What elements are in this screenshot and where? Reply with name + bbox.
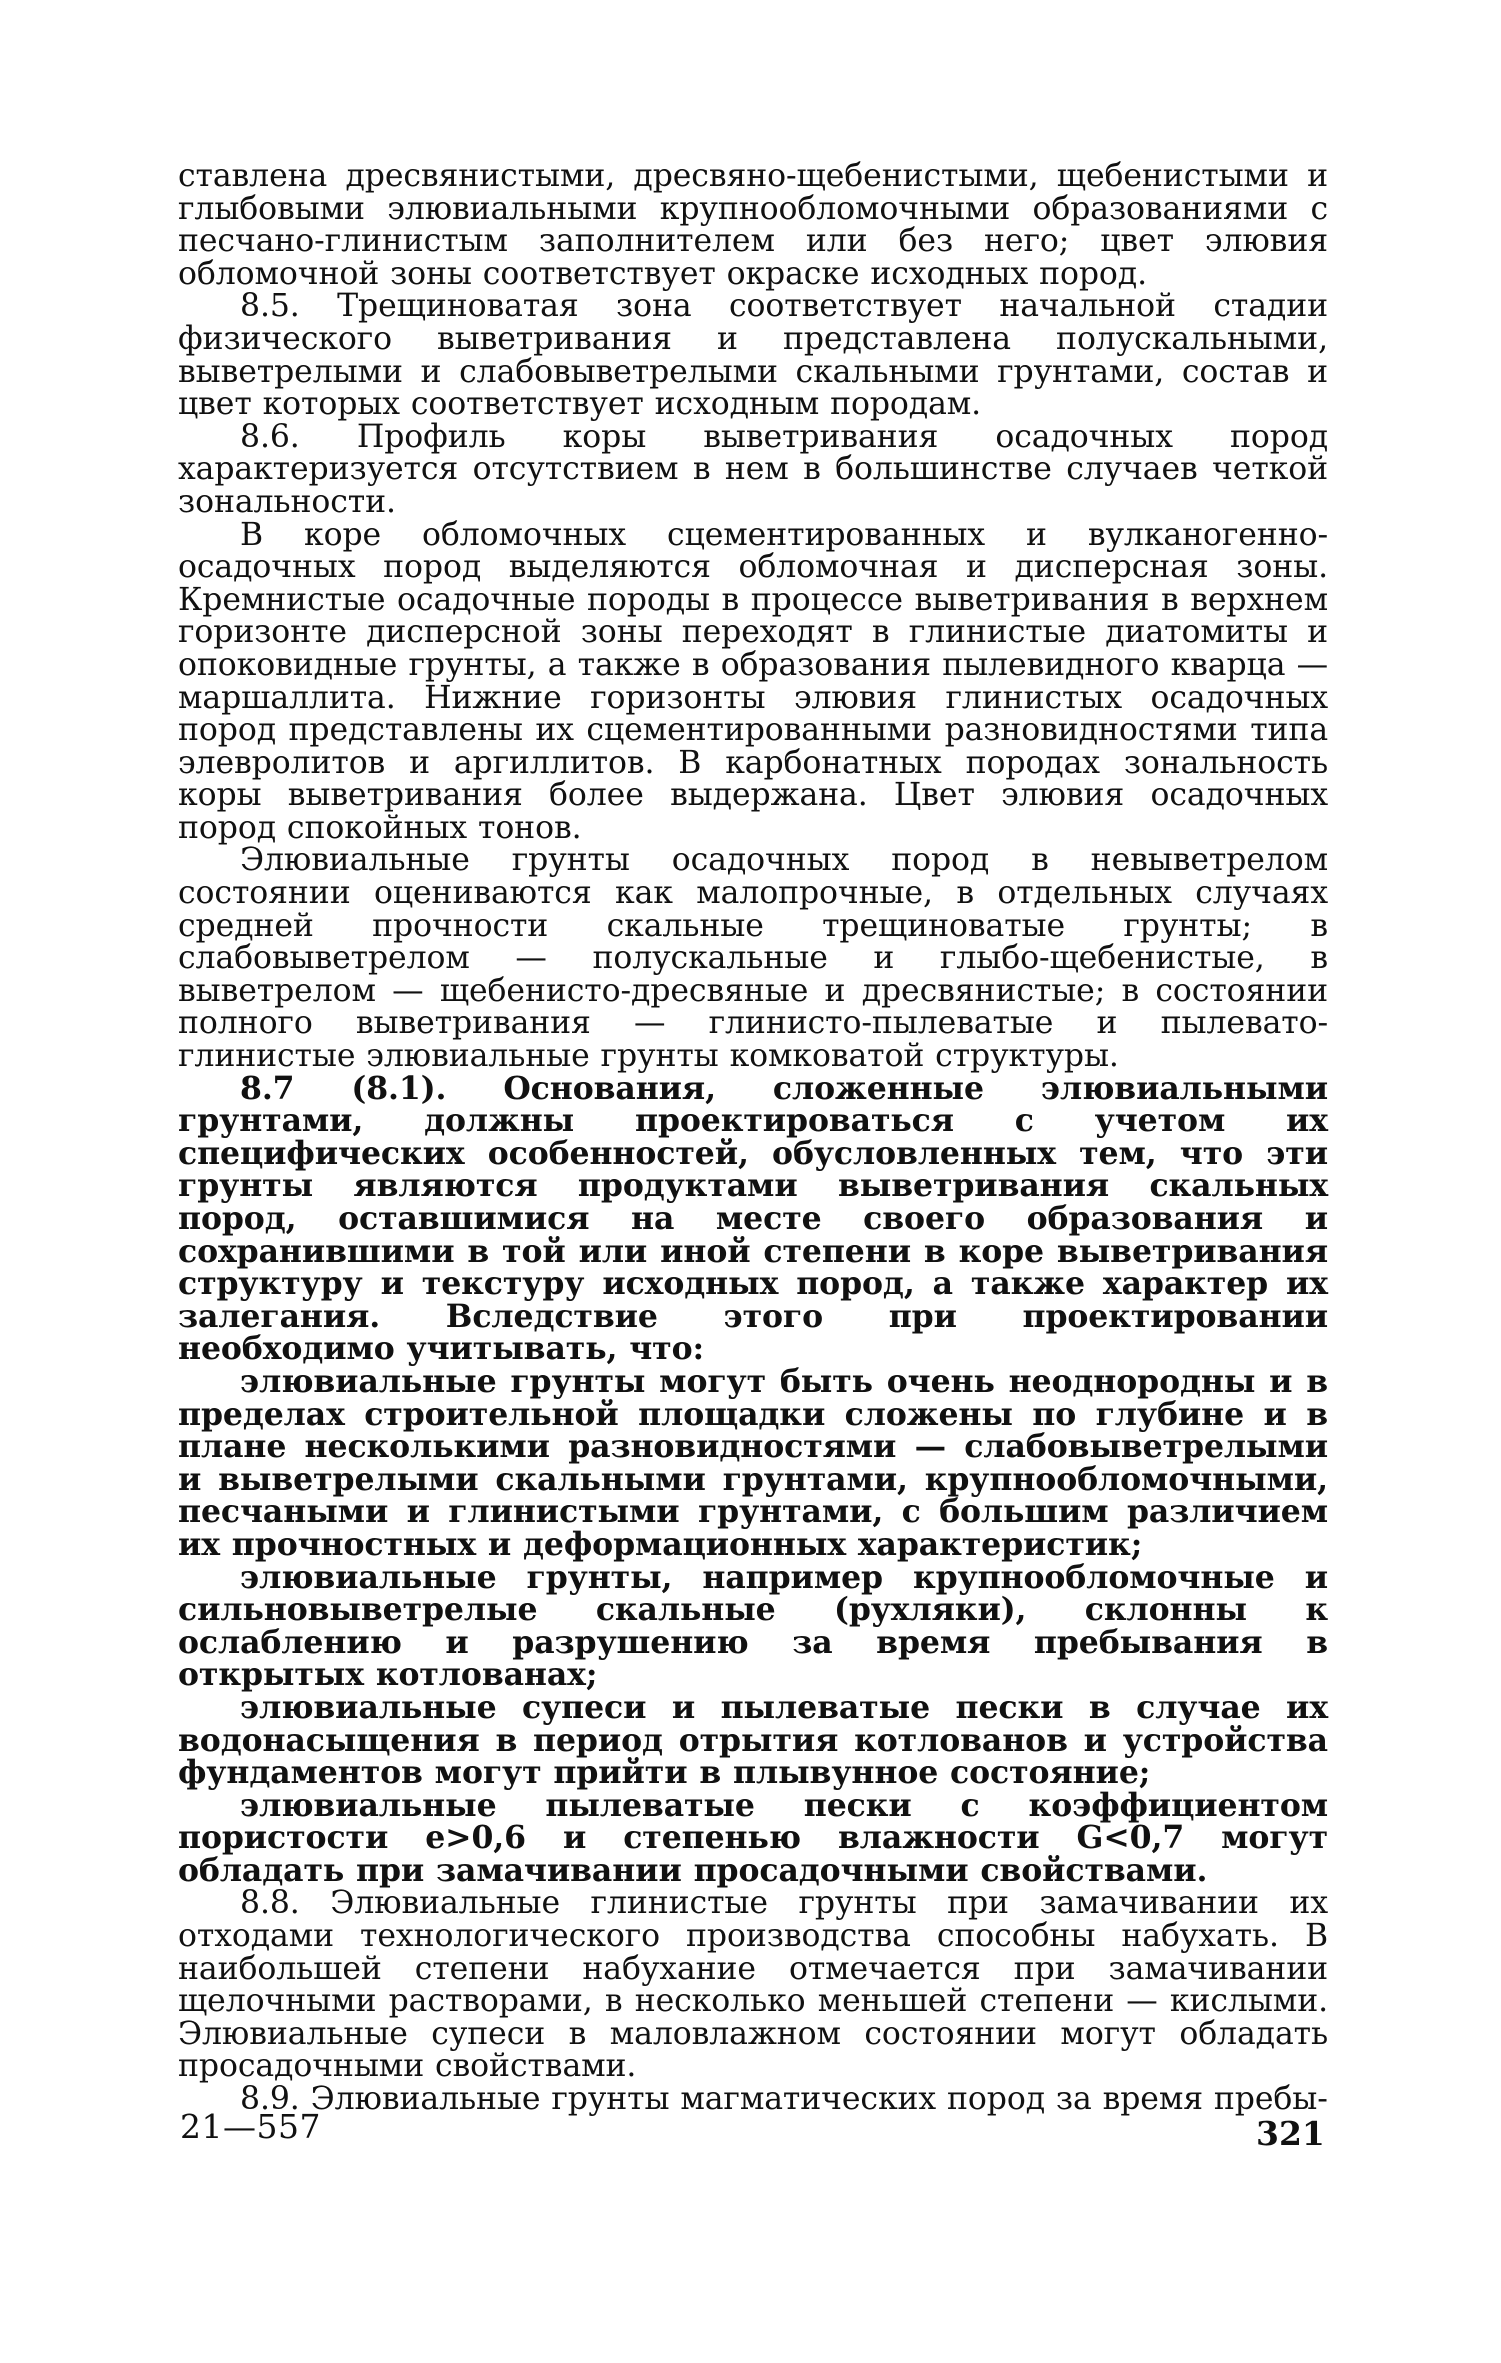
- paragraph-8-6: 8.6. Профиль коры выветривания осадочных пород характеризуется отсутствием в нем в большинстве случаев четкой зональности.: [178, 418, 1328, 520]
- page-number: 321: [1256, 2114, 1325, 2153]
- paragraph-crust-zones: В коре обломочных сцементированных и вулканогенно-осадочных пород выделяются обломочная и дисперсная зоны. Кремнистые осадочные породы в процессе выветривания в верхнем горизонте дисперсной зоны переходят в глинистые диатомиты и опоковидные грунты, а также в образования пылевидного кварца — маршаллита. Нижние горизонты элювия глинистых осадочных пород представлены их сцементированными разновидностями типа элевролитов и аргиллитов. В карбонатных породах зональность коры выветривания более выдержана. Цвет элювия осадочных пород спокойных тонов.: [178, 516, 1328, 846]
- list-item-heterogeneity: элювиальные грунты могут быть очень неоднородны и в пределах строительной площадки сложены по глубине и в плане несколькими разновидностями — слабовыветрелыми и выветрелыми скальными грунтами, крупнообломочными, песчаными и глинистыми грунтами, с большим различием их прочностных и деформационных характеристик;: [178, 1362, 1328, 1563]
- paragraph-8-8: 8.8. Элювиальные глинистые грунты при замачивании их отходами технологического производства способны набухать. В наибольшей степени набухание отмечается при замачивании щелочными растворами, в несколько меньшей степени — кислыми. Элювиальные супеси в маловлажном состоянии могут обладать просадочными свойствами.: [178, 1885, 1328, 2085]
- paragraph-8-9: 8.9. Элювиальные грунты магматических пород за время пребы-: [240, 2081, 1328, 2118]
- paragraph-8-5: 8.5. Трещиноватая зона соответствует начальной стадии физического выветривания и представлена полускальными, выветрелыми и слабовыветрелыми скальными грунтами, состав и цвет которых соответствует исходным породам.: [178, 288, 1328, 423]
- body-text: [178, 160, 1328, 2116]
- list-item-collapsibility: элювиальные пылеватые пески с коэффициентом пористости e>0,6 и степенью влажности G<0,7 могут обладать при замачивании просадочными свойствами.: [178, 1786, 1328, 1889]
- paragraph-continuation: ставлена дресвянистыми, дресвяно-щебенистыми, щебенистыми и глыбовыми элювиальными крупнообломочными образованиями с песчано-глинистым заполнителем или без него; цвет элювия обломочной зоны соответствует окраске исходных пород.: [178, 158, 1328, 292]
- list-item-quicksand: элювиальные супеси и пылеватые пески в случае их водонасыщения в период отрытия котлованов и устройства фундаментов могут прийти в плывунное состояние;: [178, 1688, 1328, 1792]
- list-item-weakening: элювиальные грунты, например крупнообломочные и сильновыветрелые скальные (рухляки), склонны к ослаблению и разрушению за время пребывания в открытых котлованах;: [178, 1558, 1328, 1694]
- signature-mark: 21—557: [180, 2107, 321, 2146]
- paragraph-8-7: 8.7 (8.1). Основания, сложенные элювиальными грунтами, должны проектироваться с учетом их специфических особенностей, обусловленных тем, что эти грунты являются продуктами выветривания скальных пород, оставшимися на месте своего образования и сохранившими в той или иной степени в коре выветривания структуру и текстуру исходных пород, а также характер их залегания. Вследствие этого при проектировании необходимо учитывать, что:: [178, 1069, 1328, 1368]
- paragraph-eluvial-strength: Элювиальные грунты осадочных пород в невыветрелом состоянии оцениваются как малопрочные, в отдельных случаях средней прочности скальные трещиноватые грунты; в слабовыветрелом — полускальные и глыбо-щебенистые, в выветрелом — щебенисто-дресвяные и дресвянистые; в состоянии полного выветривания — глинисто-пылеватые и пылевато-глинистые элювиальные грунты комковатой структуры.: [178, 842, 1328, 1075]
